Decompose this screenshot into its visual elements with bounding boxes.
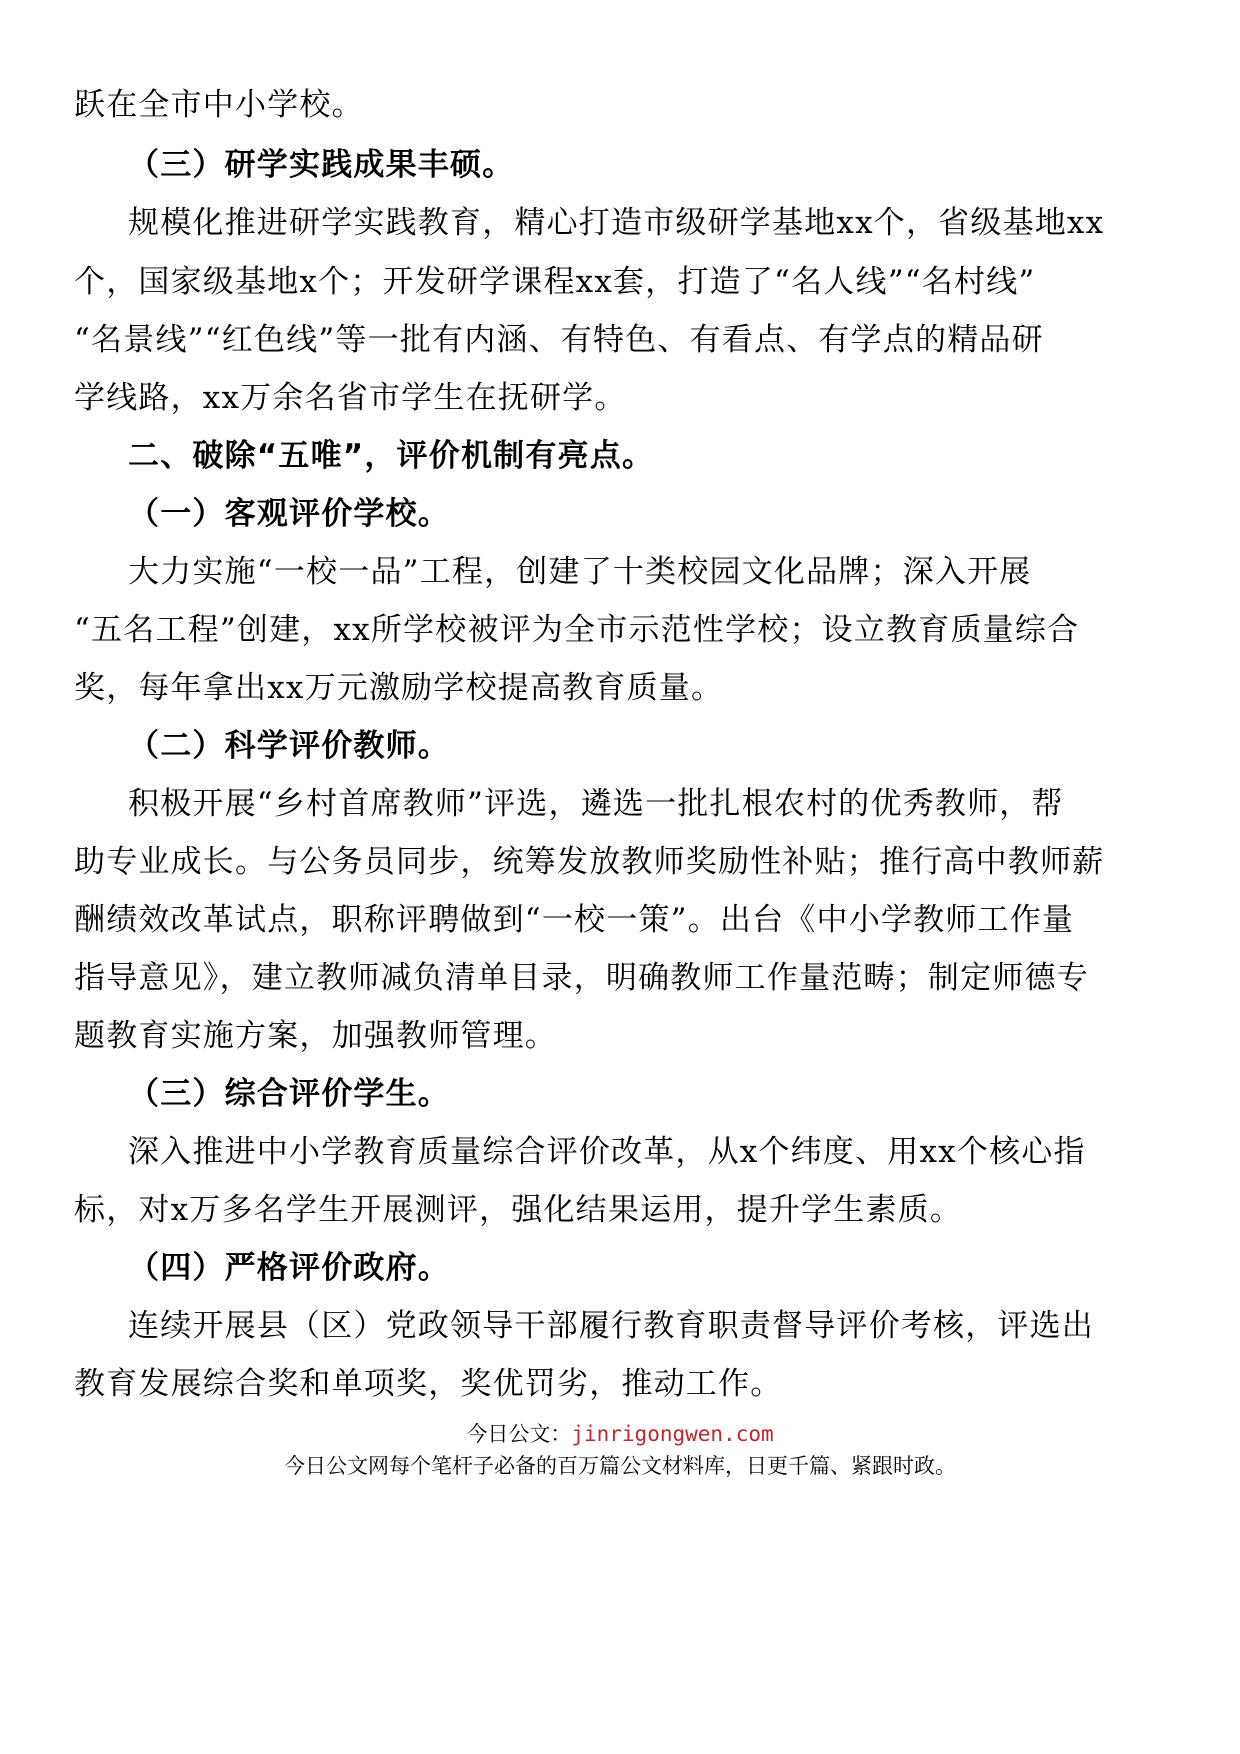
paragraph-line: 酬绩效改革试点，职称评聘做到“一校一策”。出台《中小学教师工作量 xyxy=(74,902,1075,938)
paragraph-line: 标，对x万多名学生开展测评，强化结果运用，提升学生素质。 xyxy=(74,1192,963,1228)
section-heading: （三）研学实践成果丰硕。 xyxy=(128,147,515,183)
section-heading: （四）严格评价政府。 xyxy=(128,1250,450,1286)
paragraph-line: 学线路，xx万余名省市学生在抚研学。 xyxy=(74,380,627,416)
section-heading: （一）客观评价学校。 xyxy=(128,496,450,532)
footer-slogan: 今日公文网每个笔杆子必备的百万篇公文材料库，日更千篇、紧跟时政。 xyxy=(284,1454,956,1478)
paragraph-line: 规模化推进研学实践教育，精心打造市级研学基地xx个，省级基地xx xyxy=(128,205,1105,241)
paragraph-line: 连续开展县（区）党政领导干部履行教育职责督导评价考核，评选出 xyxy=(128,1308,1094,1344)
paragraph-line: 教育发展综合奖和单项奖，奖优罚劣，推动工作。 xyxy=(74,1366,783,1402)
paragraph-line: 深入推进中小学教育质量综合评价改革，从x个纬度、用xx个核心指 xyxy=(128,1134,1086,1170)
paragraph-line: 指导意见》，建立教师减负清单目录，明确教师工作量范畴；制定师德专 xyxy=(74,960,1089,996)
paragraph-line: 积极开展“乡村首席教师”评选，遴选一批扎根农村的优秀教师，帮 xyxy=(128,786,1064,822)
footer-site-link[interactable]: jinrigongwen.com xyxy=(571,1422,774,1446)
paragraph-line: 题教育实施方案，加强教师管理。 xyxy=(74,1018,557,1054)
paragraph-line: 个，国家级基地x个；开发研学课程xx套，打造了“名人线”“名村线” xyxy=(74,264,1036,300)
paragraph-line: “名景线”“红色线”等一批有内涵、有特色、有看点、有学点的精品研 xyxy=(74,322,1044,358)
paragraph-line: 大力实施“一校一品”工程，创建了十类校园文化品牌；深入开展 xyxy=(128,554,1032,590)
chapter-heading: 二、破除“五唯”，评价机制有亮点。 xyxy=(128,438,655,474)
paragraph-line: 助专业成长。与公务员同步，统筹发放教师奖励性补贴；推行高中教师薪 xyxy=(74,844,1105,880)
section-heading: （三）综合评价学生。 xyxy=(128,1076,450,1112)
paragraph-line: “五名工程”创建，xx所学校被评为全市示范性学校；设立教育质量综合 xyxy=(74,612,1080,648)
section-heading: （二）科学评价教师。 xyxy=(128,728,450,764)
footer-site-label: 今日公文： xyxy=(466,1422,572,1446)
footer-site-line xyxy=(0,1419,1240,1449)
paragraph-line: 奖，每年拿出xx万元激励学校提高教育质量。 xyxy=(74,670,724,706)
paragraph-line: 跃在全市中小学校。 xyxy=(74,87,364,123)
